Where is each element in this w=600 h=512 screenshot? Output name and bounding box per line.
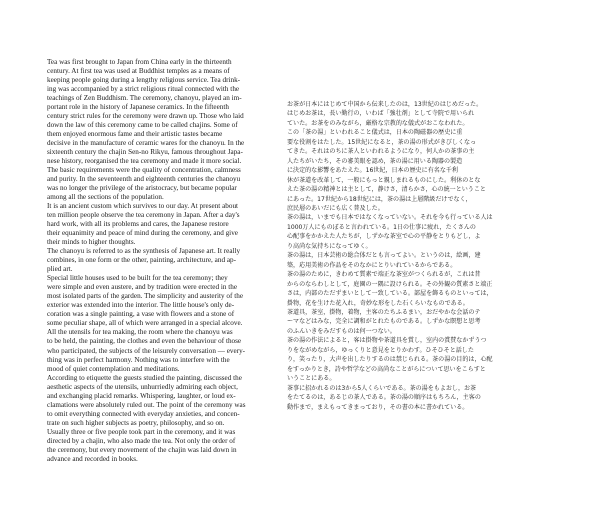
english-paragraph-6: Usually three or five people took part in the ceremony, and it was directed by a chajin, who also made the tea. Not only the order of the ceremony, but every movement of the chajin was laid down in advance and recorded in books. (47, 427, 237, 463)
english-paragraph-5: According to etiquette the guests studied the painting, discussed the aesthetic aspects of the utensils, unhurriedly admiring each object, and exchanging placid remarks. Whispering, laughter, or loud ex- clamations were absolutely ruled out. The point of the ceremony was to omit everything connected with everyday anxieties, and concen- trate on such higher subjects as poetry, philosophy, and so on. (47, 373, 246, 427)
english-paragraph-4: Special little houses used to be built for the tea ceremony; they were simple and even austere, and by tradition were erected in the most isolated parts of the garden. The simplicity and austerity of the exterior was extended into the interior. The little house's only de- coration was a single painting, a vase with flowers and a stone of some peculiar shape, all of which were arranged in a special alcove. All the utensils for tea making, the room where the chanoyu was to be held, the painting, the clothes and even the behaviour of those who participated, the subjects of the leisurely conversation — every- thing was in perfect harmony. Nothing was to interfere with the mood of quiet contemplation and meditations. (47, 274, 246, 373)
english-paragraph-2: It is an ancient custom which survives to our day. At present about ten million people observe the tea ceremony in Japan. After a day's hard work, with all its problems and cares, the Japanese restore their equanimity and peace of mind during the ceremony, and give their minds to higher thoughts. (47, 202, 240, 247)
japanese-paragraph-1: お茶が日本にはじめて中国から伝来したのは，13世紀のはじめだった。 はじめお茶は，長い勤行の，いわば「強壮剤」として寺院で用いられ ていた。お茶をのみながら，厳格な宗教的な儀式がおこなわれた。 この「茶の湯」といわれること儀式は，日本の陶磁器の歴史に重 要な役割をはたした。15世紀になると，茶の湯の形式がきびしくなっ てきた。それはのちに茶人といわれるようになり，何人かの茶事の主 人たちがいたち，その審美眼を認め，茶の湯に用いる陶器の製造 に決定的な影響をあたえた。16世紀，日本の歴史に有名な千利 休が茶道を改革して，一般にもっと親しまれるものにした。利休のとな えた茶の湯の精神とは主として，静けさ，清らかさ，心の統一ということ にあった。17世紀から18世紀には，茶の湯は上層階級だけでなく， 庶民層のあいだにも広く普及した。 (287, 101, 486, 212)
japanese-paragraph-3: 茶の湯は，日本芸術の総合体だとも言ってよい。というのは，絵画，建 築，応用美術の作品をそのなかにとりいれているからである。 (287, 252, 481, 269)
english-paragraph-1: Tea was first brought to Japan from China early in the thirteenth century. At first tea was used at Buddhist temples as a means of keeping people going during a lengthy religious service. Tea drink- ing was accompanied by a strict religious ritual connected with the teachings of Zen Buddhism. The ceremony, chanoyu, played an im- portant role in the history of Japanese ceramics. In the fifteenth century strict rules for the ceremony were drawn up. Those who laid down the law of this ceremony came to be called chajins. Some of them enjoyed enormous fame and their artistic tastes became decisive in the manufacture of ceramic wares for the chanoyu. In the sixteenth century the chajin Sen-no Rikyu, famous throughout Japa- nese history, reorganised the tea ceremony and made it more social. The basic requirements were the quality of concentration, calmness and purity. In the seventeenth and eighteenth centuries the chanoyu was no longer the privilege of the aristocracy, but became popular among all the sections of the population. (47, 58, 245, 202)
japanese-text-column (287, 100, 557, 412)
japanese-paragraph-2: 茶の湯は，いまでも日本ではなくなっていない。それを今も行っている人は 1000万人にものぼると言われている。1日の仕事に疲れ，たくさんの 心配事をかかえた人たちが，しずかな茶室で心の平静をとりもどし，よ り高尚な気持ちになってゆく。 (287, 214, 493, 250)
english-paragraph-3: The chanoyu is referred to as the synthesis of Japanese art. It really combines, in one form or the other, painting, architecture, and ap- plied art. (47, 247, 241, 274)
japanese-paragraph-6: 茶事に招かれるのは3から5人くらいである。茶の湯をもよおし，お茶 をたてるのは，あるじの茶人である。茶の湯の順序はもちろん，主客の 動作まで，まえもってきまっており，その書の本に書かれている。 (287, 384, 481, 411)
english-text-column (47, 58, 297, 464)
japanese-paragraph-5: 茶の湯の作法によると，客は掛物や茶道具を賞し，室内の賞賛なかずうつ りをながめながら，ゆっくりと意見をとりかわす。ひそひそと話した り，笑ったり，大声を出したりするのは禁じられる。茶の湯の目的は，心配 をすっかりとき，詩や哲学などの高尚なことがらについて思いをこらすと いうことにある。 (287, 337, 493, 383)
japanese-paragraph-4: 茶の湯のために，きわめて質素で端正な茶室がつくられるが，これは昔 からのならわしとして，庭園の一隅に設けられる。その外観の質素さと端正 さは，内部のただずまいとして一致している。部屋を飾るものといっては， 掛物，花を生けた花入れ，奇妙な形をした石くらいなものである。 茶道具，茶室，掛物，着物，主客のたちふるまい，おだやかな会話のテ ーマなどはみな，完全に調和がとれたものである。しずかな瞑想と思考 のふんいきをみだすものは何一つない。 (287, 271, 493, 335)
